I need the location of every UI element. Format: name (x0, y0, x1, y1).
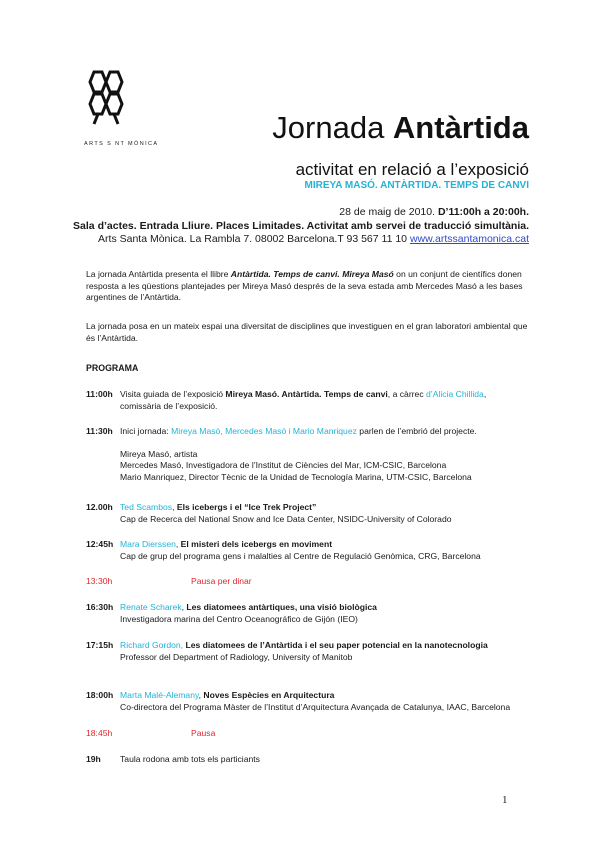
event-address: Arts Santa Mònica. La Rambla 7. 08002 Barcelona.T 93 567 11 10 (98, 233, 410, 245)
schedule-item: 17:15h Richard Gordon, Les diatomees de l’Antàrtida i el seu paper potencial en la nanotecnologia Professor del Department of Radiology, University of Manitob (86, 640, 488, 662)
schedule-item: 12.00h Ted Scambos, Els icebergs i el “Ice Trek Project” Cap de Recerca del National Snow and Ice Data Center, NSIDC-University of Colorado (86, 502, 452, 524)
page-number: 1 (502, 794, 508, 806)
subtitle: activitat en relació a l’exposició (295, 160, 529, 179)
schedule-item: 19h Taula rodona amb tots els particiants (86, 754, 260, 764)
event-hours: D’11:00h a 20:00h. (437, 206, 529, 218)
schedule-time: 18:45h (86, 728, 113, 738)
schedule-item: 11:30h Inici jornada: Mireya Masó, Mercedes Masó i Mario Manriquez parlen de l’embrió del projecte. Mireya Masó, artista Mercedes Masó, Investigadora de l’Institut de Ciències del Mar, ICM-CSIC, Barcelona Mario Manriquez, Director Tècnic de la Unidad de Tecnología Marina, UTM-CSIC, Barcelona (86, 426, 477, 482)
schedule-time: 11:00h (86, 389, 113, 399)
exposition-name: MIREYA MASÓ. ANTÀRTIDA. TEMPS DE CANVI (304, 180, 529, 191)
logo-text: ARTS S NT MÒNICA (84, 141, 159, 147)
event-venue: Sala d’actes. Entrada Lliure. Places Limitades. Activitat amb servei de traducció simultània. (73, 219, 529, 232)
event-date: 28 de maig de 2010. (339, 206, 438, 218)
schedule-item: 12:45h Mara Dierssen, El misteri dels icebergs en moviment Cap de grup del programa gens i malalties al Centre de Regulació Genòmica, CRG, Barcelona (86, 539, 481, 561)
schedule-time: 13:30h (86, 576, 113, 586)
schedule-time: 18:00h (86, 690, 114, 700)
schedule-time: 16:30h (86, 602, 114, 612)
schedule-time: 11:30h (86, 426, 113, 436)
schedule-time: 12.00h (86, 502, 113, 512)
schedule-time: 19h (86, 754, 101, 764)
programa-heading: PROGRAMA (86, 363, 139, 373)
break-label: Pausa per dinar (191, 576, 252, 586)
intro-paragraph-1: La jornada Antàrtida presenta el llibre Antàrtida. Temps de canvi. Mireya Masó on un conjunt de científics donen resposta a les qüestions plantejades per Mireya Masó després de la seva estada amb Mercedes Masó a les bases argentines de l’Antàrtida. (86, 269, 523, 302)
schedule-break (86, 576, 546, 588)
schedule-item: 16:30h Renate Scharek, Les diatomees antàrtiques, una visió biològica Investigadora marina del Centro Oceanográfico de Gijón (IEO) (86, 602, 377, 624)
arts-santa-monica-logo (84, 68, 154, 150)
event-info (73, 206, 529, 247)
intro-paragraph-2: La jornada posa en un mateix espai una diversitat de disciplines que investiguen en el gran laboratori ambiental que és l’Antàrtida. (86, 321, 528, 343)
schedule-item: 11:00h Visita guiada de l’exposició Mireya Masó. Antàrtida. Temps de canvi, a càrrec d’Alicia Chillida, comissària de l’exposició. (86, 389, 487, 411)
page-title: Jornada Antàrtida (272, 110, 529, 145)
schedule-break (86, 728, 546, 740)
schedule-time: 17:15h (86, 640, 114, 650)
website-link[interactable]: www.artssantamonica.cat (409, 233, 529, 245)
schedule-item: 18:00h Marta Malé-Alemany, Noves Espècies en Arquitectura Co-directora del Programa Màster de l’Institut d’Arquitectura Avançada de Catalunya, IAAC, Barcelona (86, 690, 511, 712)
schedule-time: 12:45h (86, 539, 114, 549)
break-label: Pausa (191, 728, 216, 738)
